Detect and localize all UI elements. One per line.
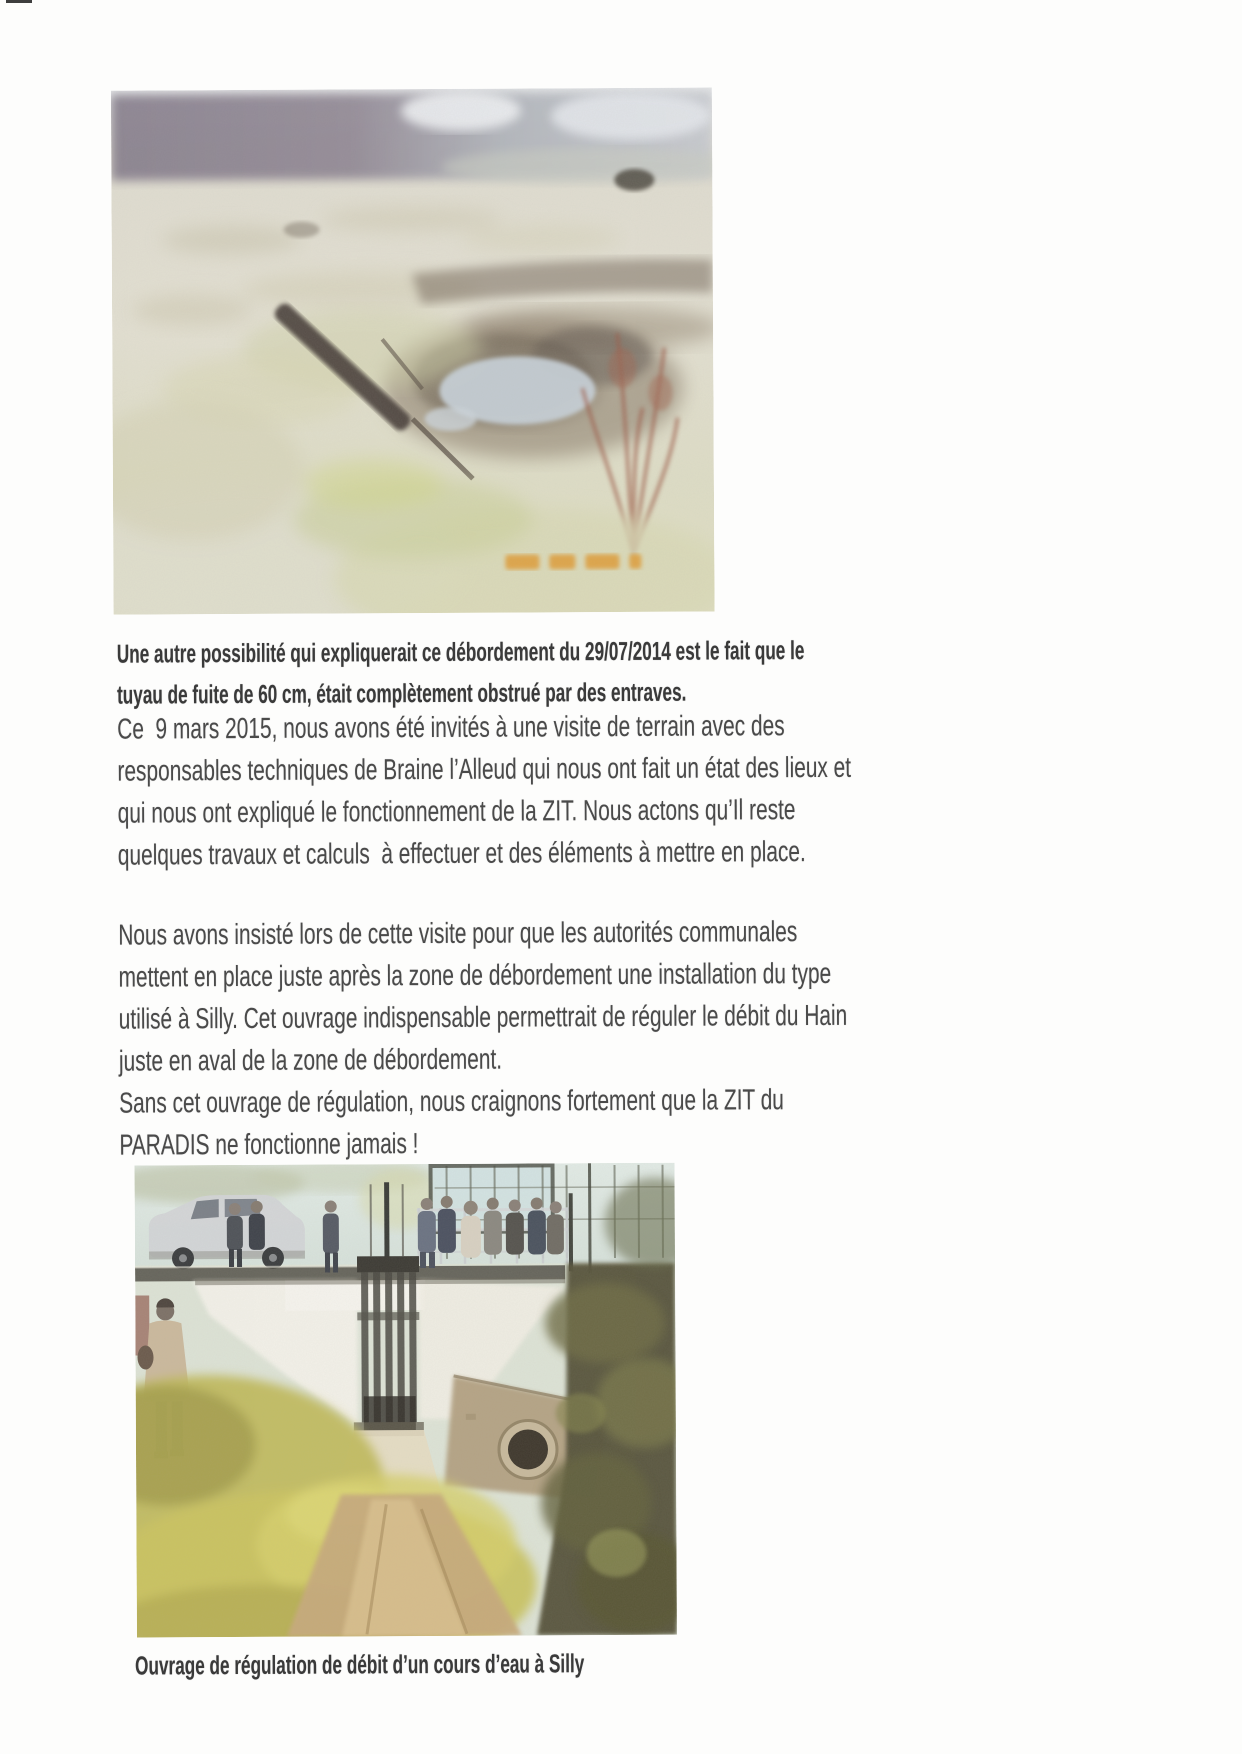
caption-photo2: Ouvrage de régulation de débit d’un cours d’eau à Silly bbox=[135, 1641, 1059, 1687]
scan-grain-2 bbox=[135, 1163, 677, 1638]
scan-grain bbox=[111, 88, 715, 615]
photo-overflow-zone-art bbox=[111, 88, 715, 615]
photo-regulation-structure bbox=[135, 1163, 677, 1638]
caption-photo1: Une autre possibilité qui expliquerait ce débordement du 29/07/2014 est le fait que le tuyau de fuite de 60 cm, était complètement obstrué par des entraves. bbox=[117, 629, 1041, 716]
paragraph-site-visit: Ce 9 mars 2015, nous avons été invités à une visite de terrain avec des responsables techniques de Braine l’Alleud qui nous ont fait un état des lieux et qui nous ont expliqué le fonctionnement de la ZIT. Nous actons qu’Il reste quelques travaux et calculs à effectuer et des éléments à mettre en place. bbox=[117, 703, 1126, 876]
photo-regulation-structure-art bbox=[135, 1163, 677, 1638]
paragraph-regulation-request: Nous avons insisté lors de cette visite pour que les autorités communales mettent en place juste après la zone de débordement une installation du type utilisé à Silly. Cet ouvrage indispensable permettrait de réguler le débit du Hain juste en aval de la zone de débordement. Sans cet ouvrage de régulation, nous craignons fortement que la ZIT du PARADIS ne fonctionne jamais ! bbox=[118, 909, 1127, 1166]
photo-overflow-zone bbox=[111, 88, 715, 615]
